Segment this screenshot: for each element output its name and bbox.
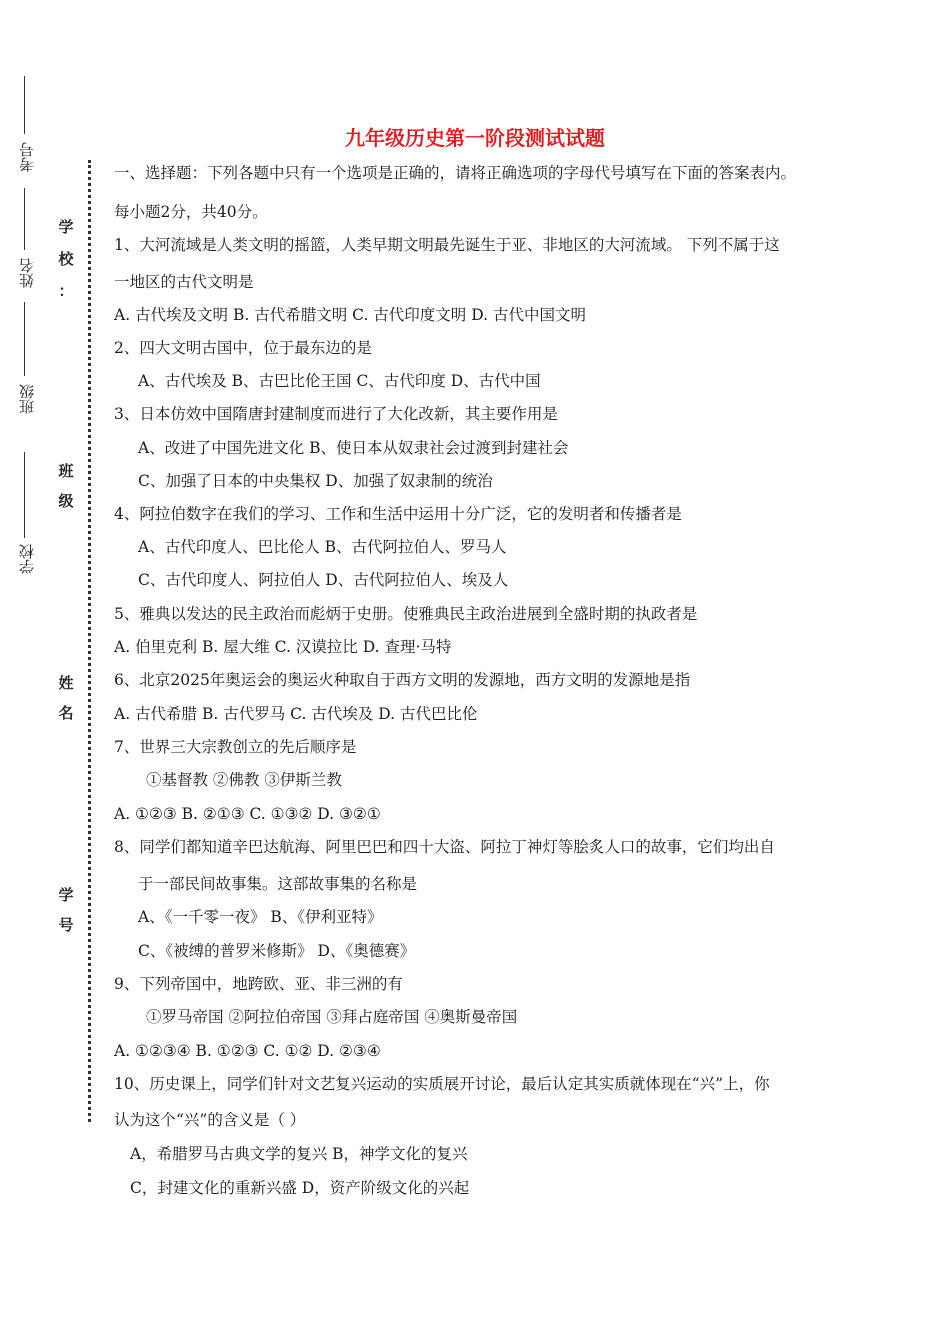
q8-stem: 8、同学们都知道辛巴达航海、阿里巴巴和四十大盗、阿拉丁神灯等脍炙人口的故事，它们均出自 bbox=[114, 838, 775, 856]
q5-options: A. 伯里克利 B. 屋大维 C. 汉谟拉比 D. 查理·马特 bbox=[114, 638, 452, 656]
label-school-char-3: ： bbox=[58, 282, 74, 300]
q4-options-ab: A、古代印度人、巴比伦人 B、古代阿拉伯人、罗马人 bbox=[138, 538, 507, 556]
label-name-char-2: 名 bbox=[58, 704, 74, 722]
margin-dash-2 bbox=[24, 188, 25, 250]
margin-school-label: 学校 bbox=[18, 544, 36, 574]
q7-stem: 7、世界三大宗教创立的先后顺序是 bbox=[114, 738, 357, 756]
q6-stem: 6、北京2025年奥运会的奥运火种取自于西方文明的发源地，西方文明的发源地是指 bbox=[114, 671, 691, 689]
q10-options-cd: C，封建文化的重新兴盛 D，资产阶级文化的兴起 bbox=[130, 1179, 470, 1197]
margin-class-label: 班级 bbox=[18, 384, 36, 414]
label-school-char-2: 校 bbox=[58, 250, 74, 268]
q7-items: ①基督教 ②佛教 ③伊斯兰教 bbox=[146, 771, 342, 789]
q7-options: A. ①②③ B. ②①③ C. ①③② D. ③②① bbox=[114, 805, 381, 823]
q6-options: A. 古代希腊 B. 古代罗马 C. 古代埃及 D. 古代巴比伦 bbox=[114, 705, 478, 723]
q5-stem: 5、雅典以发达的民主政治而彪炳于史册。使雅典民主政治进展到全盛时期的执政者是 bbox=[114, 605, 698, 623]
q8-stem-cont: 于一部民间故事集。这部故事集的名称是 bbox=[138, 875, 418, 893]
label-school-char-1: 学 bbox=[58, 218, 74, 236]
margin-dash-4 bbox=[24, 452, 25, 538]
q10-stem: 10、历史课上，同学们针对文艺复兴运动的实质展开讨论，最后认定其实质就体现在“兴”上，你 bbox=[114, 1075, 770, 1093]
q10-options-ab: A，希腊罗马古典文学的复兴 B，神学文化的复兴 bbox=[130, 1145, 468, 1163]
q4-stem: 4、阿拉伯数字在我们的学习、工作和生活中运用十分广泛，它的发明者和传播者是 bbox=[114, 505, 682, 523]
q8-options-ab: A、《一千零一夜》 B、《伊利亚特》 bbox=[138, 908, 383, 926]
q2-options: A、古代埃及 B、古巴比伦王国 C、古代印度 D、古代中国 bbox=[138, 372, 541, 390]
section-instructions: 一、选择题：下列各题中只有一个选项是正确的，请将正确选项的字母代号填写在下面的答案表内。 bbox=[114, 164, 797, 182]
label-class-char-2: 级 bbox=[58, 492, 74, 510]
q3-options-ab: A、改进了中国先进文化 B、使日本从奴隶社会过渡到封建社会 bbox=[138, 439, 569, 457]
q1-options: A. 古代埃及文明 B. 古代希腊文明 C. 古代印度文明 D. 古代中国文明 bbox=[114, 306, 586, 324]
page-title: 九年级历史第一阶段测试试题 bbox=[345, 126, 605, 150]
q3-stem: 3、日本仿效中国隋唐封建制度而进行了大化改新，其主要作用是 bbox=[114, 405, 558, 423]
q2-stem: 2、四大文明古国中，位于最东边的是 bbox=[114, 339, 372, 357]
margin-name-label: 姓名 bbox=[18, 258, 36, 288]
q9-items: ①罗马帝国 ②阿拉伯帝国 ③拜占庭帝国 ④奥斯曼帝国 bbox=[146, 1008, 518, 1026]
section-score-note: 每小题2分，共40分。 bbox=[114, 203, 268, 221]
binding-dotted-line bbox=[88, 160, 91, 1122]
q3-options-cd: C、加强了日本的中央集权 D、加强了奴隶制的统治 bbox=[138, 472, 493, 490]
q9-stem: 9、下列帝国中，地跨欧、亚、非三洲的有 bbox=[114, 975, 403, 993]
q4-options-cd: C、古代印度人、阿拉伯人 D、古代阿拉伯人、埃及人 bbox=[138, 571, 509, 589]
q9-options: A. ①②③④ B. ①②③ C. ①② D. ②③④ bbox=[114, 1042, 381, 1060]
q8-options-cd: C、《被缚的普罗米修斯》 D、《奥德赛》 bbox=[138, 942, 416, 960]
label-number-char-2: 号 bbox=[58, 916, 74, 934]
margin-exam-no-label: 考号 bbox=[18, 142, 36, 172]
label-name-char-1: 姓 bbox=[58, 674, 74, 692]
margin-dash-3 bbox=[24, 302, 25, 376]
q1-stem: 1、大河流域是人类文明的摇篮，人类早期文明最先诞生于亚、非地区的大河流域。 下列不属于这 bbox=[114, 236, 780, 254]
label-number-char-1: 学 bbox=[58, 886, 74, 904]
q1-stem-cont: 一地区的古代文明是 bbox=[114, 273, 254, 291]
q10-stem-cont: 认为这个“兴”的含义是（ ） bbox=[114, 1111, 306, 1129]
label-class-char-1: 班 bbox=[58, 462, 74, 480]
